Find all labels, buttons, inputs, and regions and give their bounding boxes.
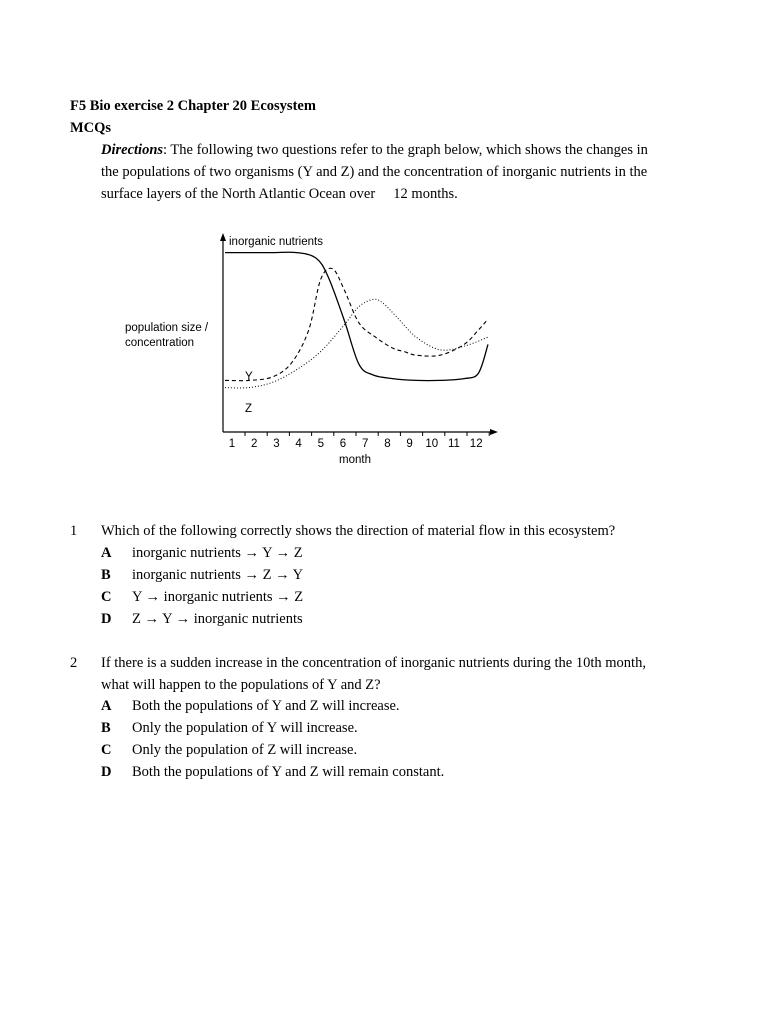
x-tick-label: 3 — [273, 438, 280, 450]
x-tick-label: 11 — [448, 438, 460, 450]
question-number: 2 — [70, 655, 78, 671]
label-y: Y — [245, 371, 253, 383]
directions-line-1: Directions: The following two questions refer to the graph below, which shows the changes in — [101, 142, 648, 158]
directions-line-2: the populations of two organisms (Y and Z) and the concentration of inorganic nutrients in the — [101, 164, 648, 180]
x-axis-arrow — [490, 429, 498, 435]
option-text: inorganic nutrients → Y → Z — [132, 545, 303, 561]
option-text: Both the populations of Y and Z will remain constant. — [132, 764, 445, 780]
option-letter: C — [101, 589, 112, 605]
option-text: inorganic nutrients → Z → Y — [132, 567, 304, 583]
x-tick-label: 6 — [339, 438, 347, 450]
directions-line-3: surface layers of the North Atlantic Ocean over 12 months. — [101, 186, 458, 202]
series-line-z — [225, 299, 488, 388]
label-z: Z — [245, 403, 253, 415]
option-letter: A — [101, 698, 112, 714]
option-letter: D — [101, 764, 112, 780]
option-letter: D — [101, 611, 112, 627]
y-axis-label-line-2: concentration — [125, 337, 195, 349]
y-axis-arrow — [220, 233, 226, 241]
x-tick-label: 2 — [250, 438, 258, 450]
option-text: Z → Y → inorganic nutrients — [132, 611, 303, 627]
x-ticks — [229, 432, 489, 450]
series-line-y — [225, 268, 488, 380]
question-stem: Which of the following correctly shows the direction of material flow in this ecosystem? — [101, 523, 616, 539]
x-tick-label: 7 — [361, 438, 369, 450]
option-text: Y → inorganic nutrients → Z — [132, 589, 304, 605]
option-letter: B — [101, 567, 111, 583]
x-tick-label: 5 — [317, 438, 325, 450]
option-letter: C — [101, 742, 112, 758]
option-letter: B — [101, 720, 111, 736]
section-heading: MCQs — [70, 120, 112, 136]
document-title: F5 Bio exercise 2 Chapter 20 Ecosystem — [70, 98, 316, 114]
series-line-inorganic-nutrients — [225, 252, 488, 380]
question-stem-line-1: If there is a sudden increase in the concentration of inorganic nutrients during the 10th month, — [101, 655, 646, 671]
option-text: Only the population of Z will increase. — [132, 742, 358, 758]
directions-label: Directions — [101, 142, 164, 158]
chart-axes — [220, 233, 498, 435]
option-text: Both the populations of Y and Z will increase. — [132, 698, 400, 714]
x-tick-label: 4 — [295, 438, 302, 450]
x-tick-label: 1 — [228, 438, 236, 450]
label-inorganic-nutrients: inorganic nutrients — [229, 236, 323, 248]
x-tick-label: 10 — [425, 438, 439, 450]
x-tick-label: 9 — [406, 438, 413, 450]
option-text: Only the population of Y will increase. — [132, 720, 358, 736]
y-axis-label-line-1: population size / — [125, 322, 209, 334]
x-tick-label: 12 — [469, 438, 483, 450]
x-axis-label: month — [339, 454, 371, 466]
question-number: 1 — [70, 523, 78, 539]
ecosystem-chart — [0, 0, 768, 480]
chart-series — [225, 252, 488, 388]
question-stem-line-2: what will happen to the populations of Y and Z? — [101, 677, 381, 693]
x-tick-label: 8 — [384, 438, 391, 450]
option-letter: A — [101, 545, 112, 561]
